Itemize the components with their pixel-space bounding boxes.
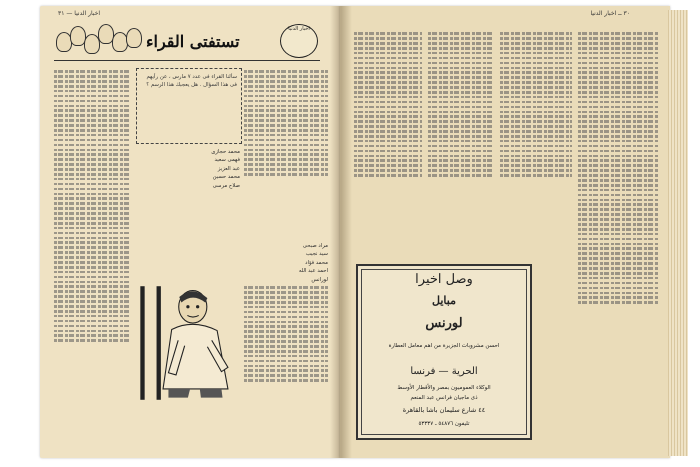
ad-brand: لورنس	[425, 316, 463, 331]
ad-address: ٤٤ شارع سليمان باشا بالقاهرة	[402, 406, 486, 414]
ad-subheadline: مبايل	[432, 294, 456, 307]
ad-body-3: ذى ماجيان فرانس عبد المنعم	[410, 395, 478, 401]
prisoner-illustration	[136, 238, 242, 448]
name-1: محمد حجازى	[211, 149, 240, 155]
right-col-1	[354, 30, 422, 256]
name-10: لورانس	[311, 276, 328, 283]
book-gutter	[330, 6, 352, 458]
name-2: فهمى سعيد	[214, 157, 240, 164]
ad-phone: تليفون ٥٤٨٧٦ ـ ٥٣٣٣٧	[418, 421, 470, 427]
title-banner	[54, 20, 320, 61]
ad-body-1: احسن مشروبات الجزيرة من اهم معامل العطارة	[388, 343, 500, 349]
ad-headline: وصل اخيرا	[415, 272, 473, 287]
ad-body-2: الوكلاء العموميون بمصر والأقطار الأوسط	[397, 385, 491, 391]
question-text: سألنا القراء فى عدد ٧ مارس ، عن رأيهم فى هذا السؤال . هل يعجبك هذا الرسم ؟	[146, 74, 237, 88]
right-col-3	[500, 30, 572, 256]
right-col-4	[578, 30, 658, 450]
ad-origin: الحرية — فرنسا	[410, 366, 478, 377]
name-9: احمد عبد الله	[298, 268, 328, 275]
section-logo	[280, 24, 318, 58]
left-page-body-column	[244, 68, 328, 238]
page-edges	[668, 10, 688, 456]
name-6: مراد صبحى	[302, 243, 328, 249]
question-box	[136, 68, 242, 144]
right-col-2	[428, 30, 494, 256]
name-3: عبد العزيز	[217, 165, 240, 172]
name-7: سيد نجيب	[305, 251, 328, 258]
left-page-names-column	[244, 242, 328, 452]
advertisement-box	[356, 264, 532, 440]
names-block	[136, 148, 240, 190]
name-4: محمد حسين	[212, 174, 240, 181]
left-list-column	[54, 68, 130, 452]
left-page	[40, 6, 340, 458]
name-8: محمد فؤاد	[305, 259, 328, 266]
name-5: صلاح مرسى	[212, 182, 240, 189]
logo-text: اخبار الدنيا	[288, 26, 310, 32]
right-page-header: ٣٠ ــ اخبار الدنيا	[590, 10, 630, 17]
left-page-header: اخبار الدنيا — ٣١	[58, 10, 101, 17]
faces-illustration	[54, 22, 140, 58]
page-title: تستفتى القراء	[146, 32, 240, 51]
magazine-spread	[40, 6, 688, 458]
